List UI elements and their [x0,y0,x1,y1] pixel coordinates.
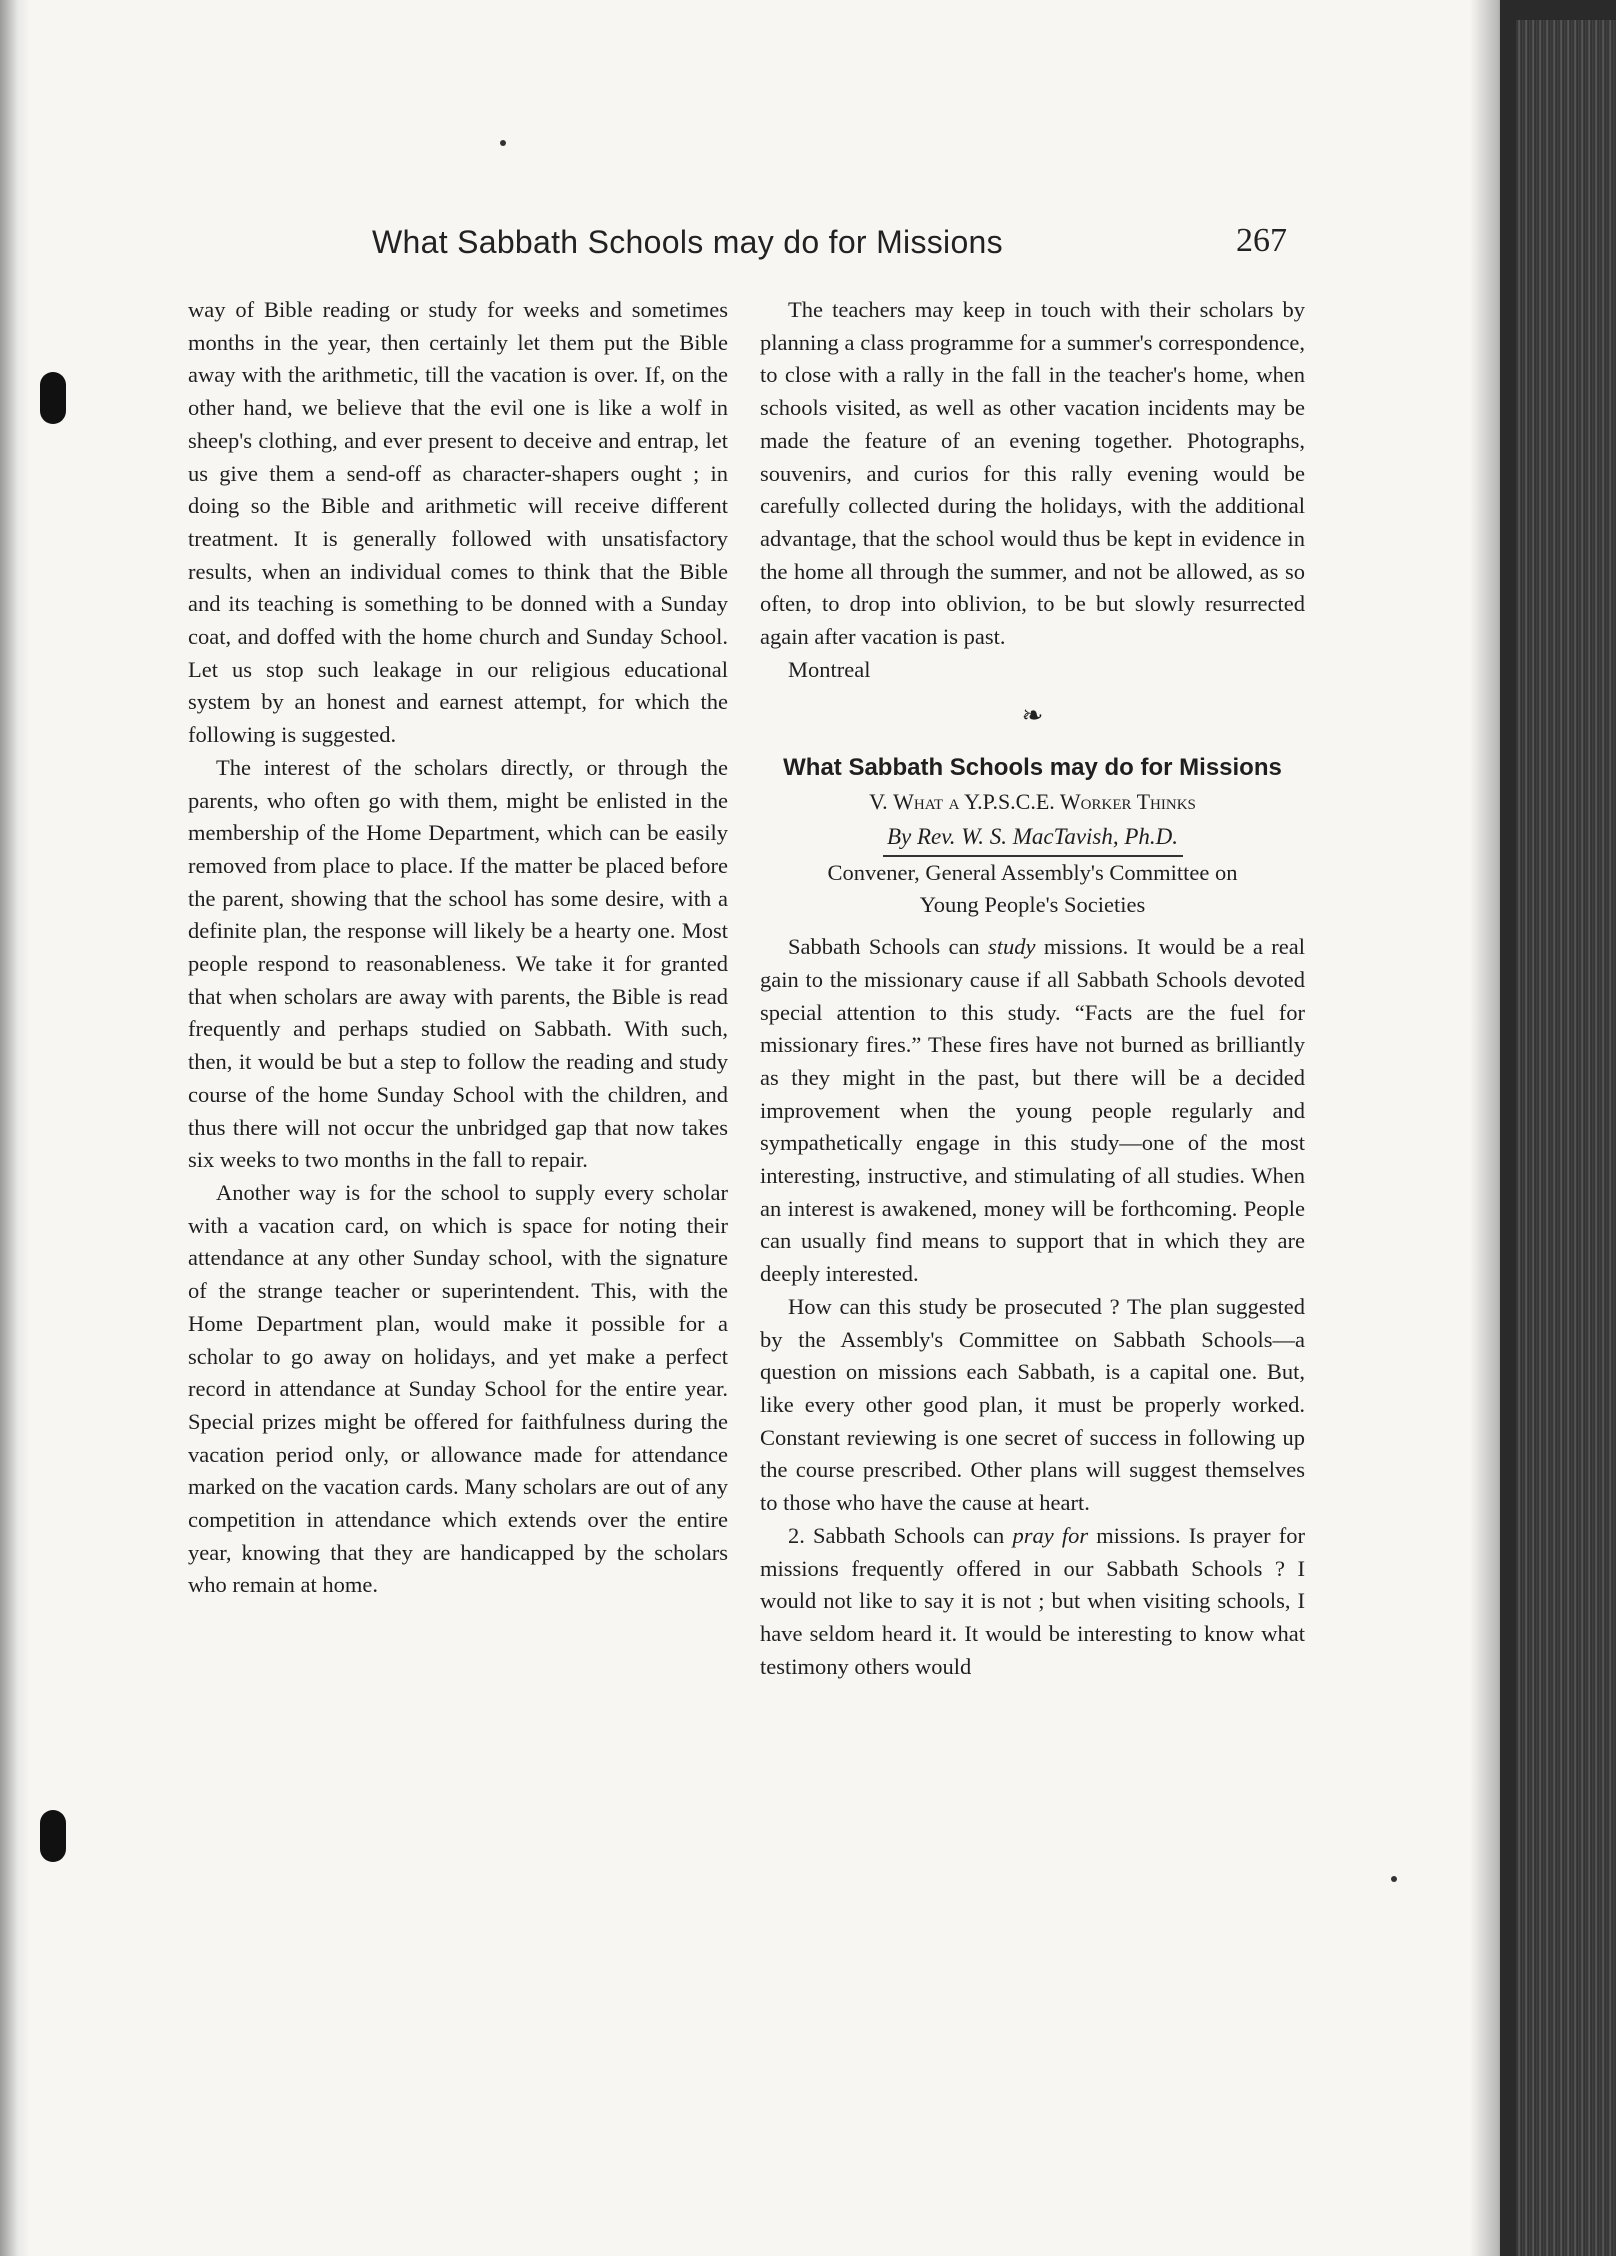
binding-hole [40,1810,66,1862]
paragraph: way of Bible reading or study for weeks and sometimes months in the year, then certainly let them put the Bible away with the arithmetic, till the vacation is over. If, on the other hand, we believe that the evil one is like a wolf in sheep's clothing, and ever present to deceive and entrap, let us give them a send-off as character-shapers ought ; in doing so the Bible and arithmetic will receive different treatment. It is generally followed with unsatisfactory results, when an individual comes to think that the Bible and its teaching is something to be donned with a Sunday coat, and doffed with the home church and Sunday School. Let us stop such leakage in our religious educational system by an honest and earnest attempt, for which the following is suggested. [188,297,728,748]
article-title: What Sabbath Schools may do for Missions [783,754,1282,782]
subtitle-numeral: V. [869,789,894,815]
paragraph: Sabbath Schools can study missions. It would be a real gain to the missionary cause if all Sabbath Schools devoted special attention to this study. “Facts are the fuel for missionary fires.” These fires have not burned as brilliantly as they might in the past, but there will be a decided improvement when the young people regularly and sympathetically engage in this study—one of the most interesting, instructive, and stimulating of all studies. When an interest is awakened, money will be forthcoming. People can usually find means to support that in which they are deeply interested. [760,934,1305,1287]
left-column [188,294,728,1602]
right-column [760,294,1305,1683]
affiliation-line: Convener, General Assembly's Committee on [827,860,1238,886]
scan-speck [1391,1876,1397,1882]
scan-speck [500,140,506,146]
paragraph: The interest of the scholars directly, or through the parents, who often go with them, might be enlisted in the membership of the Home Department, which can be easily removed from place to place. If the matter be placed before the parent, showing that the school has some desire, with a definite plan, the response will likely be a hearty one. Most people respond to reasonableness. We take it for granted that when scholars are away with parents, the Bible is read frequently and perhaps studied on Sabbath. With such, then, it would be but a step to follow the reading and study course of the home Sunday School with the children, and thus there will not occur the unbridged gap that now takes six weeks to two months in the fall to repair. [188,754,728,1173]
article-subtitle [760,785,1305,819]
left-margin-shadow [0,0,30,2256]
binding-hole [40,372,66,424]
subtitle-text: What a Y.P.S.C.E. Worker Thinks [893,789,1196,815]
book-page-edges [1516,20,1616,2256]
emphasis: pray for [1012,1522,1089,1548]
paragraph: How can this study be prosecuted ? The plan suggested by the Assembly's Committee on Sabbath Schools—a question on missions each Sabbath, is a capital one. But, like every other good plan, it must be properly worked. Constant reviewing is one secret of success in following up the course prescribed. Other plans will suggest themselves to those who have the cause at heart. [760,1293,1305,1516]
place-name: Montreal [788,656,871,682]
author-affiliation [760,857,1305,921]
ornament-icon: ❧ [1021,701,1044,731]
emphasis: study [988,934,1036,960]
running-head: What Sabbath Schools may do for Missions [372,224,1003,260]
paragraph: The teachers may keep in touch with their scholars by planning a class programme for a summer's correspondence, to close with a rally in the fall in the teacher's home, when schools visited, as well as other vacation incidents may be made the feature of an evening together. Photographs, souvenirs, and curios for this rally evening would be carefully collected during the holidays, with the additional advantage, that the school would thus be kept in evidence in the home all through the summer, and not be allowed, as so often, to drop into oblivion, to be but slowly resurrected again after vacation is past. [760,297,1305,650]
paragraph: 2. Sabbath Schools can pray for missions. Is prayer for missions frequently offered in our Sabbath Schools ? I would not like to say it is not ; but when visiting schools, I have seldom heard it. It would be interesting to know what testimony others would [760,1522,1306,1679]
paragraph: Another way is for the school to supply every scholar with a vacation card, on which is space for noting their attendance at any other Sunday school, with the signature of the strange teacher or superintendent. This, with the Home Department plan, would make it possible for a scholar to go away on holidays, and yet make a perfect record in attendance at Sunday School for the entire year. Special prizes might be offered for faithfulness during the vacation period only, or allowance made for attendance marked on the vacation cards. Many scholars are out of any competition in attendance which extends over the entire year, knowing that they are handicapped by the scholars who remain at home. [188,1179,728,1598]
page-number: 267 [1236,222,1287,259]
byline: By Rev. W. S. MacTavish, Ph.D. [886,824,1179,850]
affiliation-line: Young People's Societies [919,892,1146,918]
